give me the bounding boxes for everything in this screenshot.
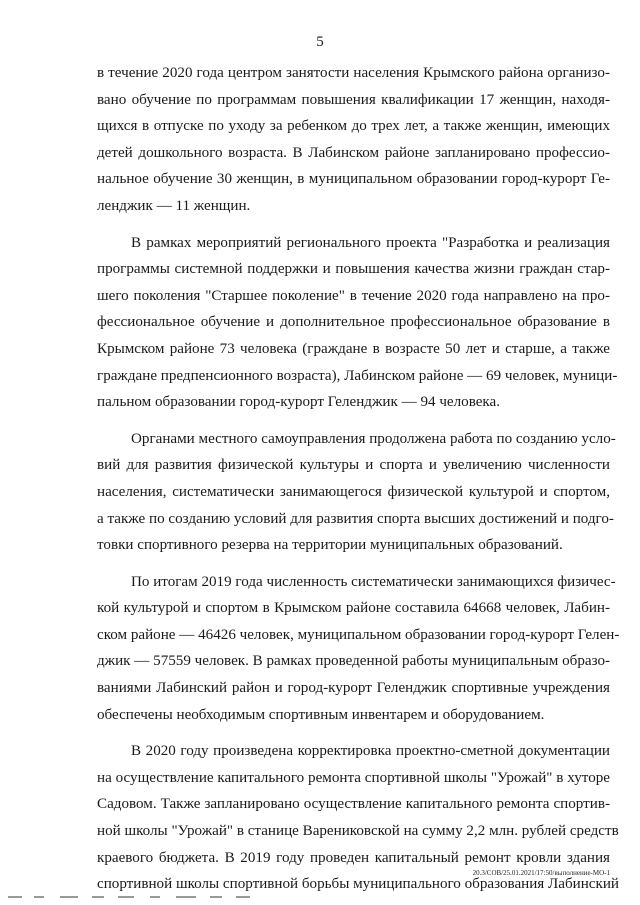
text-line: детей дошкольного возраста. В Лабинском районе запланировано профессио- <box>97 144 610 161</box>
text-line: шего поколения "Старшее поколение" в течение 2020 года направлено на про- <box>97 287 610 304</box>
text-line: граждане предпенсионного возраста), Лабинском районе — 69 человек, муници- <box>97 367 618 384</box>
text-line: щихся в отпуске по уходу за ребенком до трех лет, а также женщин, имеющих <box>97 118 610 135</box>
text-line: джик — 57559 человек. В рамках проведенной работы муниципальным образо- <box>97 653 611 670</box>
text-line: краевого бюджета. В 2019 году проведен капитальный ремонт кровли здания <box>97 849 610 866</box>
text-line: По итогам 2019 года численность систематически занимающихся физичес- <box>131 573 616 590</box>
text-line: Органами местного самоуправления продолжена работа по созданию усло- <box>131 430 616 447</box>
scan-artifact <box>0 896 300 899</box>
text-line: В рамках мероприятий регионального проекта "Разработка и реализация <box>131 234 610 251</box>
text-line: ной школы "Урожай" в станице Варениковской на сумму 2,2 млн. рублей средств <box>97 823 619 840</box>
text-line: ском районе — 46426 человек, муниципальном образовании город-курорт Гелен- <box>97 626 620 643</box>
paragraph-4 <box>97 569 620 729</box>
text-line: пальном образовании город-курорт Геленджик — 94 человека. <box>97 394 501 411</box>
text-line: нальное обучение 30 женщин, в муниципальном образовании город-курорт Ге- <box>97 171 610 188</box>
text-line: обеспечены необходимым спортивным инвентарем и оборудованием. <box>97 706 545 723</box>
text-line: на осуществление капитального ремонта спортивной школы "Урожай" в хуторе <box>97 769 610 786</box>
text-line: фессиональное обучение и дополнительное профессиональное образование в <box>97 314 610 331</box>
paragraph-3 <box>97 426 616 559</box>
text-line: вий для развития физической культуры и спорта и увеличению численности <box>97 457 610 474</box>
text-line: населения, систематически занимающегося физической культурой и спортом, <box>97 483 610 500</box>
paragraph-1 <box>97 60 610 220</box>
text-line: вано обучение по программам повышения квалификации 17 женщин, находя- <box>97 91 610 108</box>
paragraph-2 <box>97 230 618 416</box>
text-line: в течение 2020 года центром занятости населения Крымского района организо- <box>97 65 610 81</box>
text-line: ваниями Лабинский район и город-курорт Геленджик спортивные учреждения <box>97 680 610 697</box>
text-line: а также по созданию условий для развития спорта высших достижений и подго- <box>97 510 614 527</box>
text-line: программы системной поддержки и повышения качества жизни граждан стар- <box>97 261 610 278</box>
text-line: Садовом. Также запланировано осуществление капитального ремонта спортив- <box>97 796 610 813</box>
text-line: ленджик — 11 женщин. <box>97 197 251 214</box>
document-body <box>97 60 620 898</box>
text-line: Крымском районе 73 человека (граждане в возрасте 50 лет и старше, а также <box>97 340 610 357</box>
text-line: товки спортивного резерва на территории муниципальных образований. <box>97 537 563 554</box>
text-line: кой культурой и спортом в Крымском районе составила 64668 человек, Лабин- <box>97 600 610 617</box>
text-line: спортивной школы спортивной борьбы муниципального образования Лабинский <box>97 876 619 893</box>
page-number: 5 <box>316 34 324 50</box>
text-line: В 2020 году произведена корректировка проектно-сметной документации <box>131 743 610 760</box>
document-footer-code: 20.3/СОВ/25.01.2021/17:50/выполнение-МО-1 <box>472 869 610 877</box>
